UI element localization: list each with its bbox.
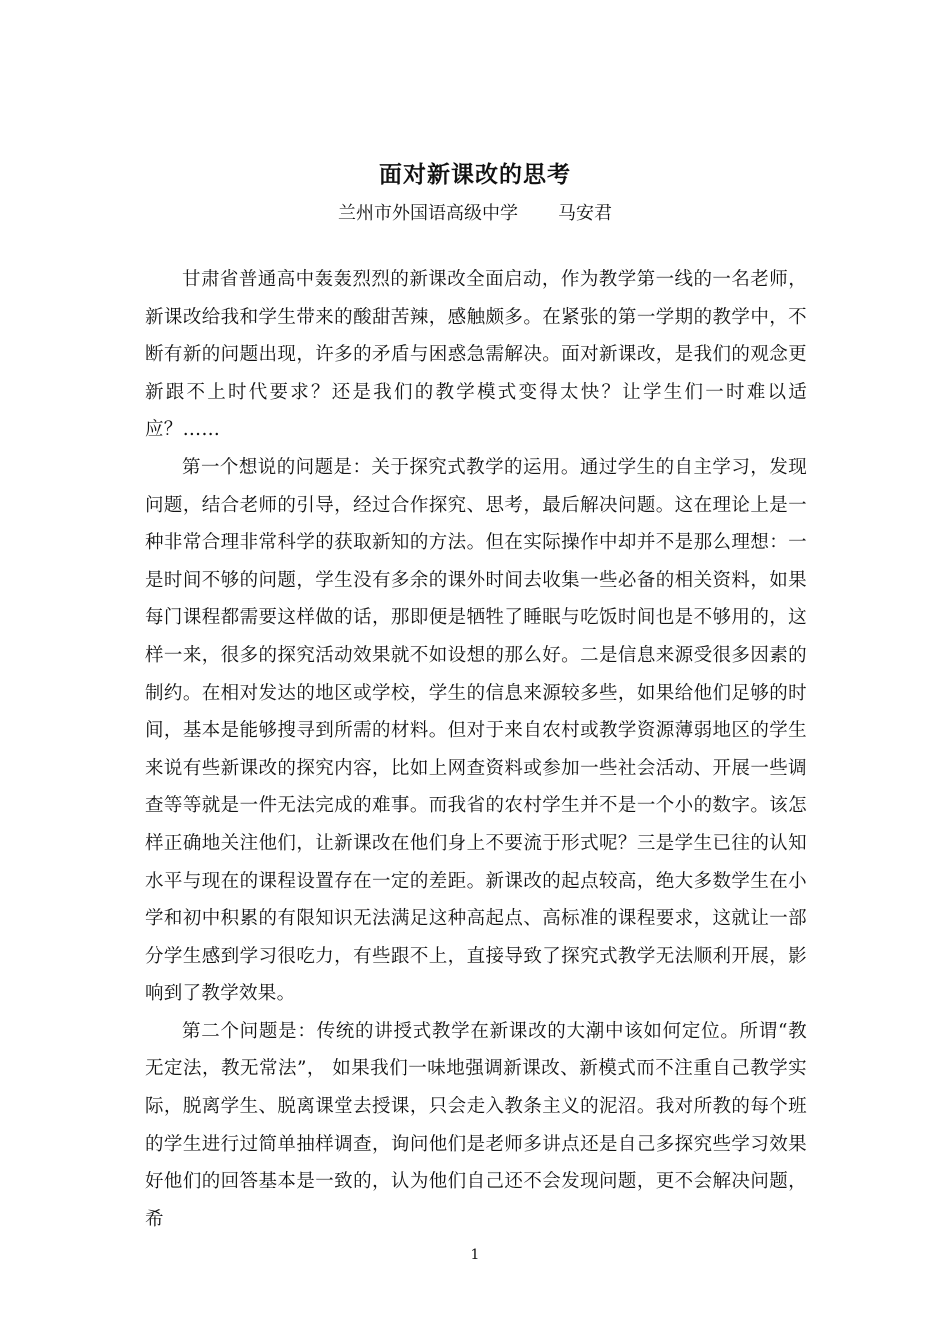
author-line <box>0 199 950 225</box>
page-number: 1 <box>470 1247 480 1263</box>
paragraph: 甘肃省普通高中轰轰烈烈的新课改全面启动，作为教学第一线的一名老师，新课改给我和学生带来的酸甜苦辣，感触颇多。在紧张的第一学期的教学中，不断有新的问题出现，许多的矛盾与困惑急需解决。面对新课改，是我们的观念更新跟不上时代要求？还是我们的教学模式变得太快？让学生们一时难以适应？…… <box>145 269 807 441</box>
author-name: 马安君 <box>558 203 612 224</box>
author-school: 兰州市外国语高级中学 <box>338 203 518 224</box>
paragraph: 第一个想说的问题是：关于探究式教学的运用。通过学生的自主学习，发现问题，结合老师的引导，经过合作探究、思考，最后解决问题。这在理论上是一种非常合理非常科学的获取新知的方法。但在实际操作中却并不是那么理想：一是时间不够的问题，学生没有多余的课外时间去收集一些必备的相关资料，如果每门课程都需要这样做的话，那即便是牺牲了睡眠与吃饭时间也是不够用的，这样一来，很多的探究活动效果就不如设想的那么好。二是信息来源受很多因素的制约。在相对发达的地区或学校，学生的信息来源较多些，如果给他们足够的时间，基本是能够搜寻到所需的材料。但对于来自农村或教学资源薄弱地区的学生来说有些新课改的探究内容，比如上网查资料或参加一些社会活动、开展一些调查等等就是一件无法完成的难事。而我省的农村学生并不是一个小的数字。该怎样正确地关注他们，让新课改在他们身上不要流于形式呢？三是学生已往的认知水平与现在的课程设置存在一定的差距。新课改的起点较高，绝大多数学生在小学和初中积累的有限知识无法满足这种高起点、高标准的课程要求，这就让一部分学生感到学习很吃力，有些跟不上，直接导致了探究式教学无法顺利开展，影响到了教学效果。 <box>145 456 807 1005</box>
document-title: 面对新课改的思考 <box>379 162 571 188</box>
paragraph: 第二个问题是：传统的讲授式教学在新课改的大潮中该如何定位。所谓“教无定法，教无常法”， 如果我们一味地强调新课改、新模式而不注重自己教学实际，脱离学生、脱离课堂去授课，只会走入教条主义的泥沼。我对所教的每个班的学生进行过简单抽样调查，询问他们是老师多讲点还是自己多探究些学习效果好他们的回答基本是一致的，认为他们自己还不会发现问题，更不会解决问题，希 <box>145 1020 807 1230</box>
document-body <box>145 261 807 1238</box>
